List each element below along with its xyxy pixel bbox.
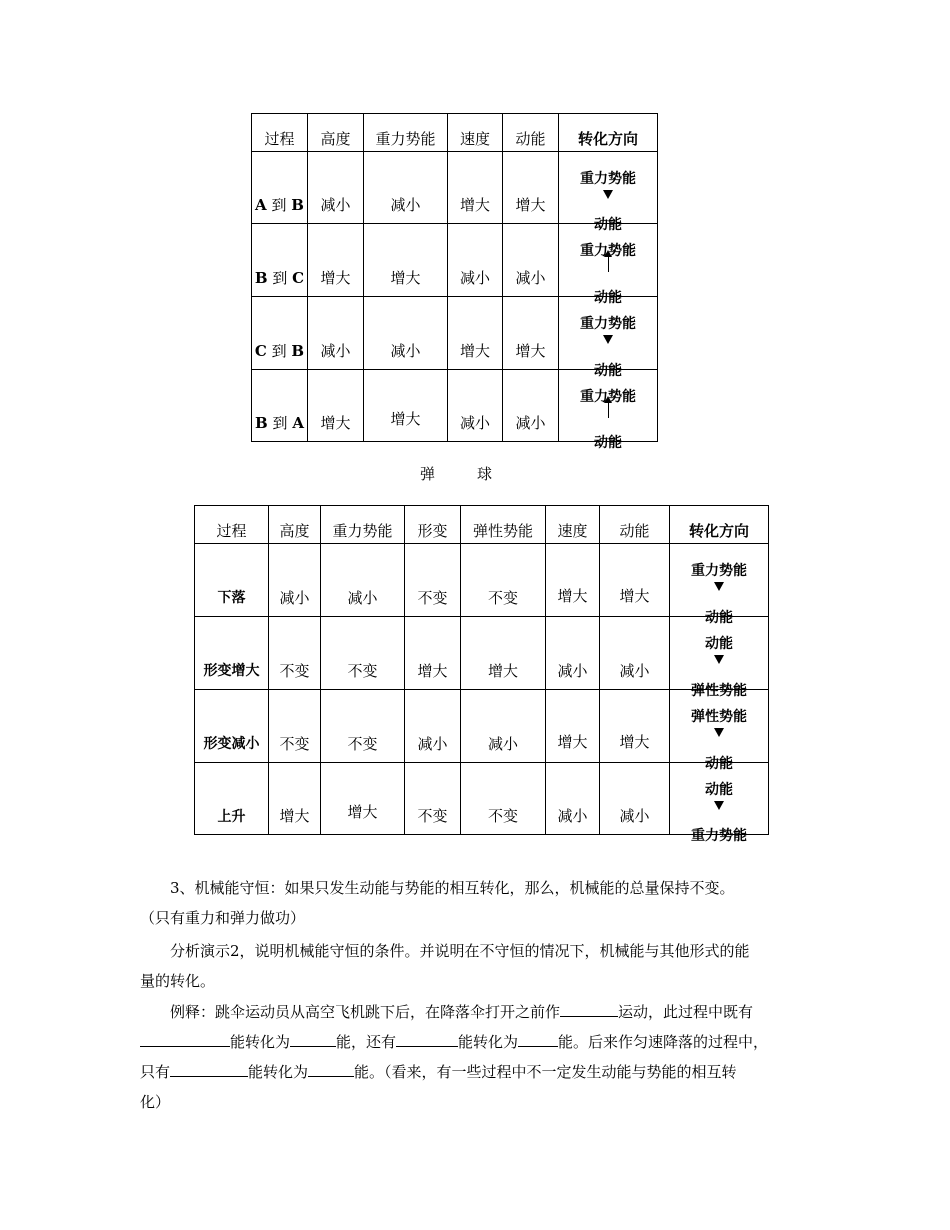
direction-from: 动能 xyxy=(705,636,733,652)
gpe-cell: 不变 xyxy=(321,690,405,763)
direction-from: 重力势能 xyxy=(580,171,636,187)
paragraph-conservation xyxy=(140,873,812,933)
process-cell: 形变减小 xyxy=(195,690,269,763)
direction-to: 动能 xyxy=(705,610,733,626)
p2-line1: 分析演示2，说明机械能守恒的条件。并说明在不守恒的情况下，机械能与其他形式的能 xyxy=(170,942,750,960)
example-text: 能转化为 xyxy=(248,1063,309,1081)
direction-to: 动能 xyxy=(594,435,622,451)
height-cell: 减小 xyxy=(269,544,321,617)
ke-cell: 减小 xyxy=(600,763,670,835)
gpe-cell: 增大 xyxy=(321,763,405,835)
energy-table-1 xyxy=(251,113,658,451)
answer-blank[interactable] xyxy=(396,1032,458,1047)
process-from: B xyxy=(255,414,268,432)
energy-table-2 xyxy=(194,505,769,844)
process-to-word: 到 xyxy=(272,268,288,287)
speed-cell: 增大 xyxy=(448,152,503,224)
table-caption xyxy=(420,463,492,484)
table2-header-direction: 转化方向 xyxy=(670,506,769,544)
table1-header-speed: 速度 xyxy=(448,114,503,152)
ke-cell: 增大 xyxy=(503,297,559,370)
deformation-cell: 增大 xyxy=(405,617,461,690)
example-text: 例释：跳伞运动员从高空飞机跳下后，在降落伞打开之前作 xyxy=(170,1003,561,1021)
gpe-cell: 减小 xyxy=(364,297,448,370)
table2-header-gpe: 重力势能 xyxy=(321,506,405,544)
direction-to: 动能 xyxy=(594,363,622,379)
direction-to: 重力势能 xyxy=(691,828,747,844)
example-text: 能，还有 xyxy=(336,1033,397,1051)
table1-header-ke: 动能 xyxy=(503,114,559,152)
example-text: 能。（看来，有一些过程中不一定发生动能与势能的相互转 xyxy=(354,1063,737,1081)
example-line1 xyxy=(140,997,812,1027)
height-cell: 增大 xyxy=(308,224,364,297)
speed-cell: 减小 xyxy=(546,617,600,690)
direction-from: 弹性势能 xyxy=(691,709,747,725)
process-cell: 上升 xyxy=(195,763,269,835)
process-to: B xyxy=(291,341,305,360)
process-to: B xyxy=(291,196,304,214)
direction-cell xyxy=(670,763,769,844)
direction-cell xyxy=(559,224,658,306)
table1-header-gpe: 重力势能 xyxy=(364,114,448,152)
speed-cell: 减小 xyxy=(546,763,600,835)
direction-from: 重力势能 xyxy=(691,563,747,579)
process-cell xyxy=(252,370,308,442)
gpe-cell: 增大 xyxy=(364,224,448,297)
direction-from: 重力势能 xyxy=(580,316,636,332)
ke-cell: 减小 xyxy=(503,370,559,442)
caption-left: 弹 xyxy=(420,465,436,483)
epe-cell: 增大 xyxy=(461,617,546,690)
answer-blank[interactable] xyxy=(170,1062,248,1077)
process-cell xyxy=(252,297,308,370)
table2-header-ke: 动能 xyxy=(600,506,670,544)
direction-cell xyxy=(559,152,658,233)
direction-from: 重力势能 xyxy=(580,389,636,405)
direction-to: 动能 xyxy=(705,756,733,772)
height-cell: 增大 xyxy=(308,370,364,442)
p1-line1: 3、机械能守恒：如果只发生动能与势能的相互转化，那么，机械能的总量保持不变。 xyxy=(170,879,735,897)
table2-header-process: 过程 xyxy=(195,506,269,544)
table-row xyxy=(252,297,658,370)
process-from: A xyxy=(255,196,267,214)
table1-header-process: 过程 xyxy=(252,114,308,152)
example-text: 能。后来作匀速降落的过程中， xyxy=(558,1033,769,1051)
deformation-cell: 减小 xyxy=(405,690,461,763)
table2-header-row xyxy=(195,506,769,544)
answer-blank[interactable] xyxy=(560,1002,618,1017)
height-cell: 减小 xyxy=(308,152,364,224)
deformation-cell: 不变 xyxy=(405,544,461,617)
table-row xyxy=(195,690,769,763)
table2-header-epe: 弹性势能 xyxy=(461,506,546,544)
process-from: B xyxy=(254,268,268,287)
example-line4: 化） xyxy=(140,1093,171,1111)
example-line2 xyxy=(140,1027,812,1057)
table1-header-height: 高度 xyxy=(308,114,364,152)
p1-line2: （只有重力和弹力做功） xyxy=(140,909,306,927)
process-to: A xyxy=(292,414,304,432)
height-cell: 不变 xyxy=(269,690,321,763)
speed-cell: 减小 xyxy=(448,224,503,297)
direction-from: 重力势能 xyxy=(580,243,636,259)
speed-cell: 增大 xyxy=(448,297,503,370)
epe-cell: 不变 xyxy=(461,544,546,617)
example-text: 能转化为 xyxy=(230,1033,291,1051)
process-to: C xyxy=(292,268,305,287)
direction-to: 弹性势能 xyxy=(691,683,747,699)
gpe-cell: 减小 xyxy=(321,544,405,617)
direction-cell xyxy=(559,297,658,379)
direction-cell xyxy=(670,690,769,772)
height-cell: 减小 xyxy=(308,297,364,370)
table-row xyxy=(252,370,658,442)
example-line3 xyxy=(140,1057,812,1087)
paragraph-analysis xyxy=(140,936,812,996)
process-cell: 形变增大 xyxy=(195,617,269,690)
answer-blank[interactable] xyxy=(518,1032,558,1047)
answer-blank[interactable] xyxy=(140,1032,230,1047)
p2-line2: 量的转化。 xyxy=(140,972,216,990)
ke-cell: 增大 xyxy=(600,544,670,617)
example-text: 只有 xyxy=(140,1063,171,1081)
gpe-cell: 减小 xyxy=(364,152,448,224)
paragraph-example xyxy=(140,997,812,1117)
process-to-word: 到 xyxy=(271,341,287,360)
direction-cell xyxy=(670,617,769,699)
table-row xyxy=(195,617,769,690)
table1-header-direction: 转化方向 xyxy=(559,114,658,152)
direction-cell xyxy=(670,544,769,626)
answer-blank[interactable] xyxy=(308,1062,354,1077)
process-cell: 下落 xyxy=(195,544,269,617)
table-row xyxy=(195,544,769,617)
direction-cell xyxy=(559,370,658,451)
epe-cell: 减小 xyxy=(461,690,546,763)
speed-cell: 增大 xyxy=(546,544,600,617)
process-cell xyxy=(252,152,308,224)
table-row xyxy=(252,224,658,297)
table1-header-row xyxy=(252,114,658,152)
process-to-word: 到 xyxy=(271,196,287,214)
direction-to: 动能 xyxy=(594,217,622,233)
answer-blank[interactable] xyxy=(290,1032,336,1047)
gpe-cell: 增大 xyxy=(364,370,448,442)
ke-cell: 减小 xyxy=(600,617,670,690)
gpe-cell: 不变 xyxy=(321,617,405,690)
process-to-word: 到 xyxy=(272,414,288,432)
example-text: 能转化为 xyxy=(458,1033,519,1051)
table-row xyxy=(252,152,658,224)
height-cell: 增大 xyxy=(269,763,321,835)
table2-header-speed: 速度 xyxy=(546,506,600,544)
speed-cell: 减小 xyxy=(448,370,503,442)
table-row xyxy=(195,763,769,835)
speed-cell: 增大 xyxy=(546,690,600,763)
ke-cell: 减小 xyxy=(503,224,559,297)
direction-to: 动能 xyxy=(594,290,622,306)
table2-header-deformation: 形变 xyxy=(405,506,461,544)
process-cell xyxy=(252,224,308,297)
ke-cell: 增大 xyxy=(600,690,670,763)
height-cell: 不变 xyxy=(269,617,321,690)
caption-right: 球 xyxy=(477,465,493,483)
epe-cell: 不变 xyxy=(461,763,546,835)
example-text: 运动，此过程中既有 xyxy=(618,1003,754,1021)
table2-header-height: 高度 xyxy=(269,506,321,544)
ke-cell: 增大 xyxy=(503,152,559,224)
deformation-cell: 不变 xyxy=(405,763,461,835)
process-from: C xyxy=(254,341,267,360)
direction-from: 动能 xyxy=(705,782,733,798)
